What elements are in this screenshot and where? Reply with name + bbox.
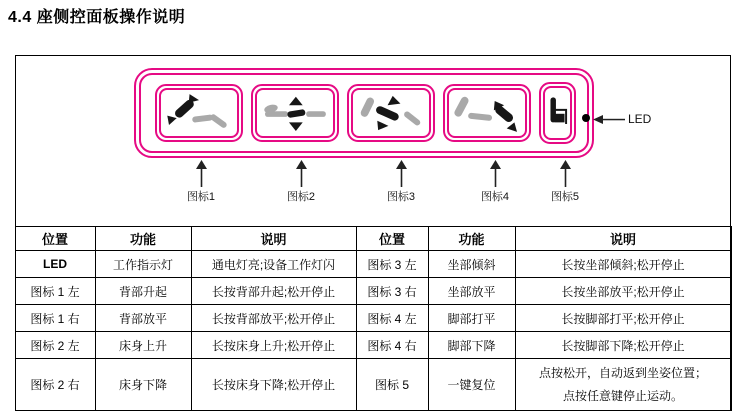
- cell-description: 长按坐部放平;松开停止: [515, 278, 731, 305]
- led-callout: [593, 112, 651, 126]
- reset-icon: [545, 91, 570, 135]
- table-row: [15, 359, 731, 411]
- arrow-up-icon: [195, 160, 208, 187]
- cell-function: 坐部放平: [428, 278, 515, 305]
- arrow-up-icon: [295, 160, 308, 187]
- cell-description: 长按脚部打平;松开停止: [515, 305, 731, 332]
- header-position-right: 位置: [356, 227, 428, 251]
- cell-function: 背部放平: [95, 305, 191, 332]
- page-title: 4.4 座侧控面板操作说明: [8, 9, 186, 26]
- reset-note-line2: 点按任意键停止运动。: [562, 388, 683, 403]
- led-label: LED: [628, 112, 652, 126]
- cell-position: 图标 4 左: [356, 305, 428, 332]
- cell-position: 图标 1 左: [15, 278, 95, 305]
- icon5-label: 图标5: [550, 191, 580, 203]
- cell-description: 长按床身上升;松开停止: [191, 332, 356, 359]
- cell-position: 图标 3 右: [356, 278, 428, 305]
- arrow-up-icon: [395, 160, 408, 187]
- figure-and-table-box: [15, 55, 731, 411]
- seat-tilt-icon: [355, 92, 427, 134]
- reset-note-line1: 点按松开，自动返到坐姿位置；: [538, 365, 707, 380]
- cell-function: 脚部打平: [428, 305, 515, 332]
- icon3-label: 图标3: [386, 191, 416, 203]
- cell-description: 长按床身下降;松开停止: [191, 359, 356, 411]
- cell-description: 通电灯亮;设备工作灯闪: [191, 251, 356, 278]
- header-description-right: 说明: [515, 227, 731, 251]
- callout-icon-4: [463, 160, 527, 204]
- header-description-left: 说明: [191, 227, 356, 251]
- cell-position: 图标 2 右: [15, 359, 95, 411]
- cell-position: 图标 4 右: [356, 332, 428, 359]
- cell-function: 床身下降: [95, 359, 191, 411]
- cell-function: 坐部倾斜: [428, 251, 515, 278]
- cell-position: 图标 2 左: [15, 332, 95, 359]
- cell-function: 脚部下降: [428, 332, 515, 359]
- cell-description: [515, 359, 731, 411]
- cell-position: 图标 3 左: [356, 251, 428, 278]
- callout-icon-3: [369, 160, 433, 204]
- panel-button-4: [443, 84, 531, 142]
- icon2-label: 图标2: [286, 191, 316, 203]
- legrest-adjust-icon: [451, 92, 523, 134]
- led-indicator: [582, 114, 590, 122]
- control-panel-face: [139, 73, 589, 153]
- operation-table: [15, 226, 732, 411]
- control-panel-figure: [16, 56, 730, 226]
- bed-lift-icon: [259, 92, 331, 134]
- icon4-label: 图标4: [480, 191, 510, 203]
- cell-description: 长按背部放平;松开停止: [191, 305, 356, 332]
- table-row: [15, 305, 731, 332]
- panel-button-2: [251, 84, 339, 142]
- cell-description: 长按背部升起;松开停止: [191, 278, 356, 305]
- cell-function: 工作指示灯: [95, 251, 191, 278]
- cell-position: 图标 5: [356, 359, 428, 411]
- cell-description: 长按脚部下降;松开停止: [515, 332, 731, 359]
- header-position-left: 位置: [15, 227, 95, 251]
- table-row: [15, 278, 731, 305]
- arrow-up-icon: [559, 160, 572, 187]
- cell-function: 一键复位: [428, 359, 515, 411]
- panel-button-5: [539, 82, 576, 144]
- cell-position: LED: [15, 251, 95, 278]
- backrest-adjust-icon: [163, 92, 235, 134]
- table-row: [15, 332, 731, 359]
- table-header-row: [15, 227, 731, 251]
- callout-icon-2: [269, 160, 333, 204]
- header-function-left: 功能: [95, 227, 191, 251]
- arrow-up-icon: [489, 160, 502, 187]
- panel-button-1: [155, 84, 243, 142]
- icon1-label: 图标1: [186, 191, 216, 203]
- panel-button-3: [347, 84, 435, 142]
- table-row: [15, 251, 731, 278]
- header-function-right: 功能: [428, 227, 515, 251]
- callout-icon-5: [533, 160, 597, 204]
- cell-description: 长按坐部倾斜;松开停止: [515, 251, 731, 278]
- callout-icon-1: [169, 160, 233, 204]
- cell-position: 图标 1 右: [15, 305, 95, 332]
- cell-function: 背部升起: [95, 278, 191, 305]
- cell-function: 床身上升: [95, 332, 191, 359]
- arrow-left-icon: [593, 114, 625, 125]
- control-panel: [134, 68, 594, 158]
